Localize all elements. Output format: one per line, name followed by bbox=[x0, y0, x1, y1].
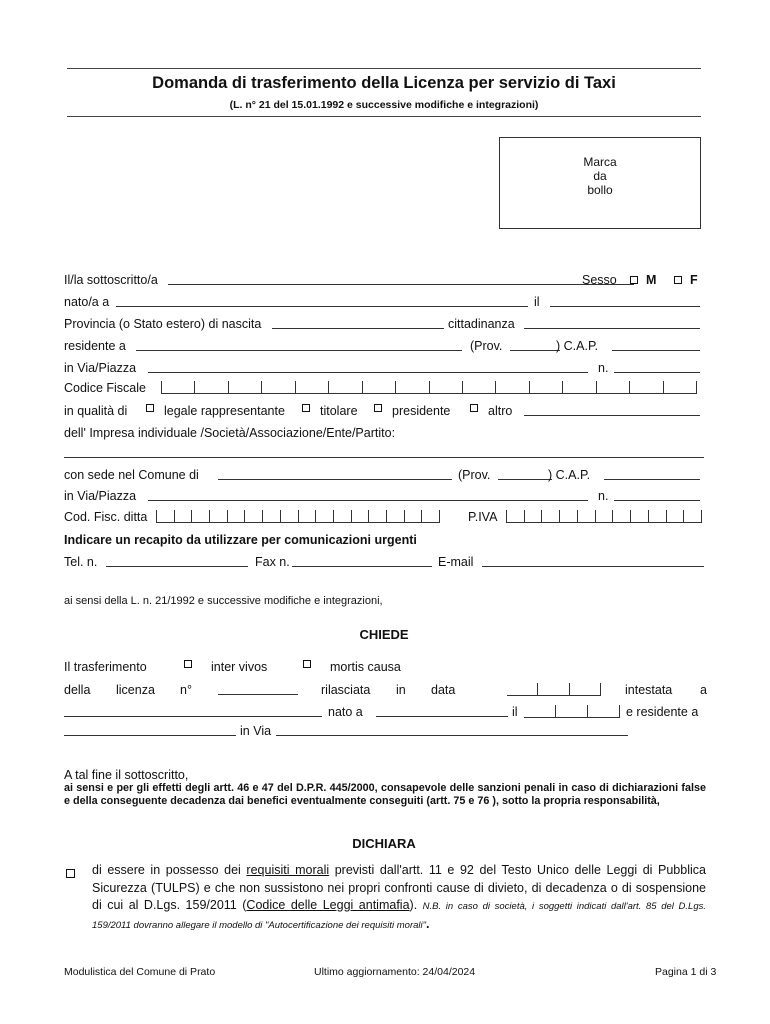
row-intestatario-via bbox=[64, 724, 704, 740]
codfisc-ditta-label: Cod. Fisc. ditta bbox=[64, 510, 148, 524]
checkbox-icon[interactable] bbox=[303, 660, 311, 668]
sesso-f-label: F bbox=[690, 273, 698, 287]
sede-prov-field[interactable] bbox=[498, 468, 552, 480]
sesso-label: Sesso bbox=[582, 273, 617, 287]
sesso-m-label: M bbox=[646, 273, 657, 287]
dichiara-item-text bbox=[92, 862, 706, 934]
row-licenza bbox=[64, 683, 707, 699]
requisiti-morali-link[interactable]: requisiti morali bbox=[246, 863, 330, 877]
in-text: in bbox=[396, 683, 406, 697]
stamp-line3: bollo bbox=[587, 183, 613, 197]
dichiara-text-part1: di essere in possesso dei bbox=[92, 863, 247, 877]
nato-a-text: nato a bbox=[328, 705, 363, 719]
opt-titolare-label: titolare bbox=[320, 404, 358, 418]
sede-label: con sede nel Comune di bbox=[64, 468, 199, 482]
il-field[interactable] bbox=[550, 295, 700, 307]
row-via bbox=[64, 361, 704, 377]
sesso-m-option[interactable] bbox=[630, 273, 638, 287]
checkbox-icon[interactable] bbox=[630, 276, 638, 284]
dichiara-text-part3: ). bbox=[409, 898, 423, 912]
intestatario-nato-field[interactable] bbox=[376, 705, 508, 717]
row-qualita bbox=[64, 404, 704, 420]
row-intestatario bbox=[64, 705, 704, 721]
checkbox-icon[interactable] bbox=[470, 404, 478, 412]
via-field[interactable] bbox=[148, 361, 588, 373]
fax-field[interactable] bbox=[292, 555, 432, 567]
n-field[interactable] bbox=[614, 361, 700, 373]
piva-grid[interactable] bbox=[506, 510, 702, 523]
cap-label: ) C.A.P. bbox=[556, 339, 599, 353]
revenue-stamp-box bbox=[499, 137, 701, 229]
row-contacts bbox=[64, 555, 704, 571]
dichiara-note: N.B. in caso di società, i soggetti indicati dall'art. 85 del D.Lgs. 159/2011 dovranno allegare il modello di "Autocertificazione dei requisiti morali" bbox=[92, 901, 707, 931]
row-codice-fiscale bbox=[64, 381, 704, 397]
tal-fine-text: A tal fine il sottoscritto, bbox=[64, 768, 189, 782]
sede-cap-label: ) C.A.P. bbox=[548, 468, 591, 482]
sede-prov-label: (Prov. bbox=[458, 468, 491, 482]
n-text: n° bbox=[180, 683, 192, 697]
dichiara-text-part2: previsti dall'artt. 11 e 92 del Testo Unico delle Leggi di Pubblica Sicurezza (TULPS) e che non sussistono nei propri confronti cause di divieto, di decadenza o di sospensione di cui al D.Lgs. 159/2011 ( bbox=[92, 863, 706, 912]
checkbox-icon[interactable] bbox=[66, 869, 75, 878]
checkbox-icon[interactable] bbox=[146, 404, 154, 412]
provincia-field[interactable] bbox=[272, 317, 444, 329]
codfisc-ditta-grid[interactable] bbox=[156, 510, 440, 523]
opt-altro-label: altro bbox=[488, 404, 513, 418]
della-text: della bbox=[64, 683, 91, 697]
trasferimento-label: Il trasferimento bbox=[64, 660, 147, 674]
checkbox-icon[interactable] bbox=[302, 404, 310, 412]
inter-vivos-label: inter vivos bbox=[211, 660, 268, 674]
nato-field[interactable] bbox=[116, 295, 528, 307]
page-title: Domanda di trasferimento della Licenza per servizio di Taxi bbox=[152, 74, 616, 92]
sesso-f-option[interactable] bbox=[674, 273, 682, 287]
sede-via-label: in Via/Piazza bbox=[64, 489, 137, 503]
a-text: a bbox=[700, 683, 707, 697]
rilasciata-text: rilasciata bbox=[321, 683, 371, 697]
row-impresa-blank bbox=[64, 446, 704, 462]
il-text: il bbox=[512, 705, 518, 719]
data-text: data bbox=[431, 683, 456, 697]
chiede-heading: CHIEDE bbox=[359, 627, 409, 642]
dichiarazione-bold-text: ai sensi e per gli effetti degli artt. 46 e 47 del D.P.R. 445/2000, consapevole delle sanzioni penali in caso di dichiarazioni false e della conseguente decadenza dai benefici eventualmente conseguiti (artt. 75 e 76 ), sotto la propria responsabilità, bbox=[64, 782, 706, 807]
email-label: E-mail bbox=[438, 555, 474, 569]
checkbox-icon[interactable] bbox=[374, 404, 382, 412]
row-residente bbox=[64, 339, 704, 355]
il-label: il bbox=[534, 295, 540, 309]
altro-field[interactable] bbox=[524, 404, 700, 416]
sede-field[interactable] bbox=[218, 468, 452, 480]
via-label: in Via/Piazza bbox=[64, 361, 137, 375]
header-rule bbox=[67, 116, 701, 117]
stamp-line1: Marca bbox=[583, 155, 617, 169]
checkbox-icon[interactable] bbox=[674, 276, 682, 284]
data-grid[interactable] bbox=[507, 683, 601, 696]
nato-label: nato/a a bbox=[64, 295, 110, 309]
email-field[interactable] bbox=[482, 555, 704, 567]
row-sottoscritto bbox=[64, 273, 704, 289]
prov-label: (Prov. bbox=[470, 339, 503, 353]
sede-n-label: n. bbox=[598, 489, 609, 503]
footer-left: Modulistica del Comune di Prato bbox=[64, 966, 216, 978]
residente-label: residente a bbox=[64, 339, 126, 353]
residente-text: e residente a bbox=[626, 705, 699, 719]
dichiara-item-checkbox[interactable] bbox=[66, 865, 75, 883]
intestatario-field[interactable] bbox=[64, 705, 322, 717]
residente-field[interactable] bbox=[136, 339, 462, 351]
row-sede-via bbox=[64, 489, 704, 505]
cap-field[interactable] bbox=[612, 339, 700, 351]
mortis-causa-label: mortis causa bbox=[330, 660, 401, 674]
page-subtitle: (L. n° 21 del 15.01.1992 e successive modifiche e integrazioni) bbox=[229, 99, 539, 111]
sede-via-field[interactable] bbox=[148, 489, 588, 501]
intestatario-residenza-field[interactable] bbox=[64, 724, 236, 736]
checkbox-icon[interactable] bbox=[184, 660, 192, 668]
ai-sensi-text: ai sensi della L. n. 21/1992 e successive modifiche e integrazioni, bbox=[64, 595, 383, 607]
sede-n-field[interactable] bbox=[614, 489, 700, 501]
codice-antimafia-link[interactable]: Codice delle Leggi antimafia bbox=[246, 898, 410, 912]
sede-cap-field[interactable] bbox=[604, 468, 700, 480]
cf-label: Codice Fiscale bbox=[64, 381, 146, 395]
row-nato bbox=[64, 295, 704, 311]
provincia-label: Provincia (o Stato estero) di nascita bbox=[64, 317, 262, 331]
intestatario-via-field[interactable] bbox=[276, 724, 628, 736]
intestata-text: intestata bbox=[625, 683, 673, 697]
licenza-number-field[interactable] bbox=[218, 683, 298, 695]
piva-label: P.IVA bbox=[468, 510, 498, 524]
footer-center: Ultimo aggiornamento: 24/04/2024 bbox=[314, 966, 476, 978]
cittadinanza-label: cittadinanza bbox=[448, 317, 515, 331]
dichiara-heading: DICHIARA bbox=[352, 836, 416, 851]
codice-fiscale-grid[interactable] bbox=[161, 381, 697, 394]
opt-legale-label: legale rappresentante bbox=[164, 404, 285, 418]
impresa-label: dell' Impresa individuale /Società/Associazione/Ente/Partito: bbox=[64, 426, 396, 440]
cittadinanza-field[interactable] bbox=[524, 317, 700, 329]
n-label: n. bbox=[598, 361, 609, 375]
dichiara-end: . bbox=[425, 916, 430, 931]
opt-presidente-label: presidente bbox=[392, 404, 451, 418]
intestatario-data-grid[interactable] bbox=[524, 705, 620, 718]
footer-right: Pagina 1 di 3 bbox=[655, 966, 717, 978]
prov-field[interactable] bbox=[510, 339, 560, 351]
row-trasferimento bbox=[64, 660, 704, 676]
sottoscritto-label: Il/la sottoscritto/a bbox=[64, 273, 158, 287]
licenza-text: licenza bbox=[116, 683, 155, 697]
fax-label: Fax n. bbox=[255, 555, 290, 569]
recapito-heading: Indicare un recapito da utilizzare per comunicazioni urgenti bbox=[64, 533, 417, 547]
row-impresa bbox=[64, 426, 704, 442]
row-codfisc-piva bbox=[64, 510, 704, 526]
impresa-field[interactable] bbox=[64, 446, 704, 458]
sottoscritto-field[interactable] bbox=[168, 273, 634, 285]
in-via-text: in Via bbox=[240, 724, 272, 738]
row-recapito-heading bbox=[64, 533, 704, 549]
top-rule bbox=[67, 68, 701, 69]
stamp-line2: da bbox=[593, 169, 607, 183]
qualita-label: in qualità di bbox=[64, 404, 128, 418]
row-provincia bbox=[64, 317, 704, 333]
row-sede bbox=[64, 468, 704, 484]
tel-label: Tel. n. bbox=[64, 555, 98, 569]
tel-field[interactable] bbox=[106, 555, 248, 567]
